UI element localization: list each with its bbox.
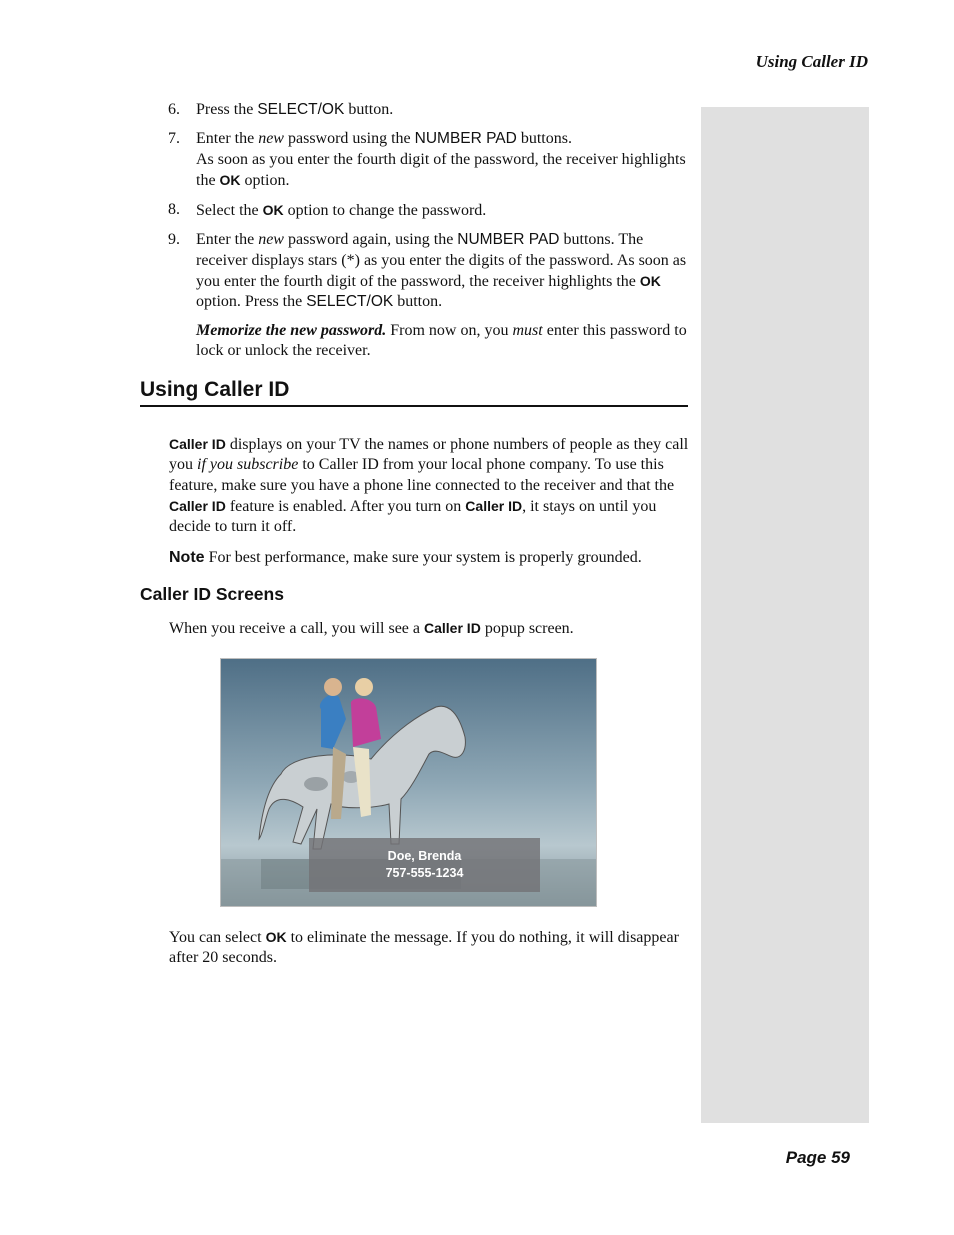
step-number: 9. xyxy=(168,231,180,249)
button-name: SELECT/OK xyxy=(306,293,394,311)
step-number: 7. xyxy=(168,130,180,148)
dismiss-text: You can select OK to eliminate the message. If you do nothing, it will disappear after 20 seconds. xyxy=(169,929,679,967)
option-name: OK xyxy=(262,202,284,219)
option-name: OK xyxy=(639,273,661,290)
running-head: Using Caller ID xyxy=(755,52,868,71)
step-8: 8. Select the OK option to change the password. xyxy=(168,201,487,220)
caller-id-screen-image xyxy=(220,658,597,907)
procedure-steps xyxy=(168,100,688,370)
option-name: OK xyxy=(219,171,241,188)
caller-name: Doe, Brenda xyxy=(387,849,462,863)
note-label: Note xyxy=(169,549,205,566)
step-number: 6. xyxy=(168,101,180,118)
grounding-note: Note For best performance, make sure your system is properly grounded. xyxy=(169,549,642,566)
step-6: 6. Press the SELECT/OK button. xyxy=(168,100,688,120)
section-title: Using Caller ID xyxy=(140,378,688,407)
page-number: Page 59 xyxy=(785,1148,850,1167)
caller-id-popup xyxy=(309,838,540,892)
popup-intro-text: When you receive a call, you will see a Caller ID popup screen. xyxy=(169,620,574,637)
step-7: 7. Enter the new password using the NUMBER PAD buttons. As soon as you enter the fourth digit of the password, the receiver highlights the OK option. xyxy=(168,130,686,189)
margin-sidebar xyxy=(701,107,869,1123)
memorize-note: Memorize the new password. From now on, you must enter this password to lock or unlock the receiver. xyxy=(196,321,687,359)
caller-id-intro: Caller ID displays on your TV the names or phone numbers of people as they call you if you subscribe to Caller ID from your local phone company. To use this feature, make sure you have a phone line connected to the receiver and that the Caller ID feature is enabled. After you turn on Caller ID, it stays on until you decide to turn it off. xyxy=(169,436,689,536)
caller-phone: 757-555-1234 xyxy=(385,866,464,880)
button-name: NUMBER PAD xyxy=(414,130,517,148)
subsection-title: Caller ID Screens xyxy=(140,584,284,604)
step-number: 8. xyxy=(168,201,180,219)
button-name: NUMBER PAD xyxy=(457,231,560,249)
button-name: SELECT/OK xyxy=(257,101,345,118)
step-9: 9. Enter the new password again, using the NUMBER PAD buttons. The receiver displays stars (*) as you enter the digits of the password. As soon as you enter the fourth digit of the password, the receiver highlights the OK option. Press the SELECT/OK button. Memorize the new password. From now on, you must enter this password to lock or unlock the receiver. xyxy=(168,230,688,361)
